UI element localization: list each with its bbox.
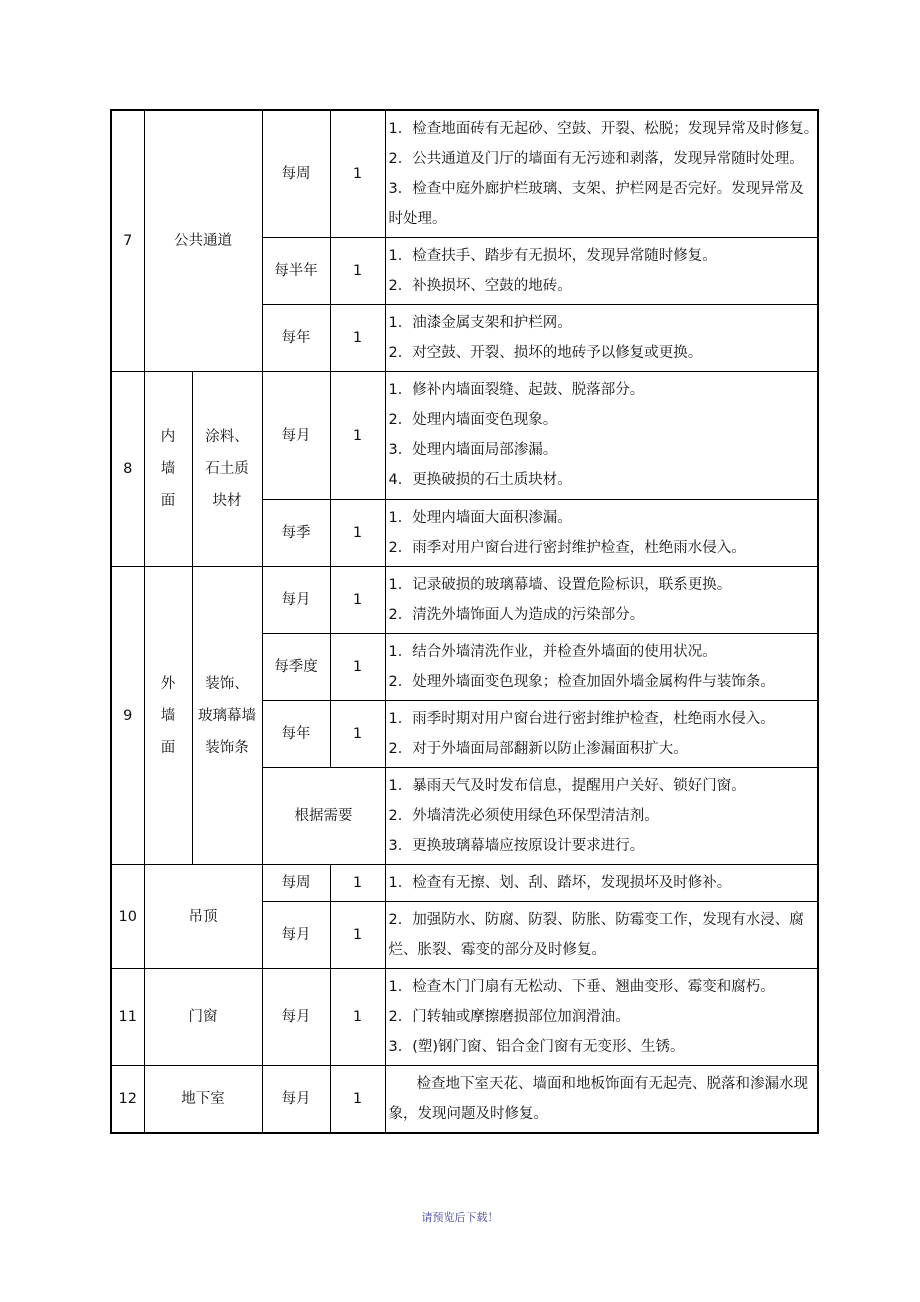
row-number: 8 (111, 372, 144, 567)
times-cell: 1 (330, 567, 385, 634)
task-list (385, 865, 818, 902)
task-item: 3．检查中庭外廊护栏玻璃、支架、护栏网是否完好。发现异常及时处理。 (388, 181, 804, 227)
area-cell (144, 567, 192, 865)
frequency-cell: 每月 (262, 372, 330, 500)
material-line: 涂料、 (205, 429, 249, 445)
row-number: 10 (111, 865, 144, 969)
table-row (111, 865, 818, 902)
times-cell: 1 (330, 1066, 385, 1134)
task-list (385, 305, 818, 372)
frequency-cell: 每周 (262, 865, 330, 902)
row-number: 11 (111, 969, 144, 1066)
frequency-cell: 每周 (262, 110, 330, 238)
task-item: 1．检查木门门扇有无松动、下垂、翘曲变形、霉变和腐朽。 (388, 979, 775, 995)
task-item: 1．油漆金属支架和护栏网。 (388, 315, 572, 331)
task-item: 2．门转轴或摩擦磨损部位加润滑油。 (388, 1009, 630, 1025)
times-cell: 1 (330, 305, 385, 372)
task-item: 2．对于外墙面局部翻新以防止渗漏面积扩大。 (388, 741, 688, 757)
frequency-cell: 每月 (262, 1066, 330, 1134)
times-cell: 1 (330, 865, 385, 902)
task-item: 1．检查有无擦、划、刮、踏坏，发现损坏及时修补。 (388, 875, 732, 891)
area-cell: 公共通道 (144, 110, 262, 372)
task-item: 1．结合外墙清洗作业，并检查外墙面的使用状况。 (388, 644, 717, 660)
area-cell (144, 372, 192, 567)
task-list (385, 1066, 818, 1134)
task-item: 4．更换破损的石土质块材。 (388, 472, 572, 488)
material-cell (192, 372, 262, 567)
area-cell: 地下室 (144, 1066, 262, 1134)
task-item: 3．更换玻璃幕墙应按原设计要求进行。 (388, 838, 645, 854)
row-number: 7 (111, 110, 144, 372)
task-list (385, 372, 818, 500)
task-item: 1．检查地面砖有无起砂、空鼓、开裂、松脱；发现异常及时修复。 (388, 121, 819, 137)
download-notice: 请预览后下载！ (421, 1211, 499, 1224)
frequency-cell: 每半年 (262, 238, 330, 305)
task-item: 2．雨季对用户窗台进行密封维护检查，杜绝雨水侵入。 (388, 540, 746, 556)
frequency-cell: 每月 (262, 567, 330, 634)
task-item: 1．暴雨天气及时发布信息，提醒用户关好、锁好门窗。 (388, 778, 746, 794)
table-row (111, 969, 818, 1066)
task-list (385, 969, 818, 1066)
task-item: 2．处理内墙面变色现象。 (388, 412, 558, 428)
area-cell: 门窗 (144, 969, 262, 1066)
task-item: 2．公共通道及门厅的墙面有无污迹和剥落，发现异常随时处理。 (388, 151, 804, 167)
times-cell: 1 (330, 238, 385, 305)
frequency-cell: 每月 (262, 969, 330, 1066)
table-row (111, 567, 818, 634)
material-line: 块材 (212, 493, 242, 509)
area-char: 墙 (160, 707, 176, 724)
task-item: 1．检查扶手、踏步有无损坏，发现异常随时修复。 (388, 248, 717, 264)
row-number: 9 (111, 567, 144, 865)
area-char: 面 (160, 493, 176, 509)
task-list (385, 110, 818, 238)
area-char: 面 (160, 739, 176, 756)
task-list (385, 634, 818, 701)
frequency-cell: 每年 (262, 701, 330, 768)
material-cell (192, 567, 262, 865)
area-char: 外 (160, 675, 176, 692)
material-line: 装饰条 (205, 739, 249, 756)
task-item: 2．处理外墙面变色现象；检查加固外墙金属构件与装饰条。 (388, 674, 775, 690)
task-item: 2．加强防水、防腐、防裂、防胀、防霉变工作，发现有水浸、腐烂、胀裂、霉变的部分及时修复。 (388, 912, 804, 958)
times-cell: 1 (330, 902, 385, 969)
task-item: 2．外墙清洗必须使用绿色环保型清洁剂。 (388, 808, 659, 824)
times-cell: 1 (330, 500, 385, 567)
table-row (111, 110, 818, 238)
table-row (111, 1066, 818, 1134)
task-list (385, 567, 818, 634)
task-list (385, 500, 818, 567)
task-item: 3．处理内墙面局部渗漏。 (388, 442, 558, 458)
task-item: 2．清洗外墙饰面人为造成的污染部分。 (388, 607, 645, 623)
area-char: 墙 (160, 461, 176, 477)
task-list (385, 768, 818, 865)
task-item: 检查地下室天花、墙面和地板饰面有无起壳、脱落和渗漏水现象，发现问题及时修复。 (388, 1076, 808, 1122)
task-item: 1．处理内墙面大面积渗漏。 (388, 510, 572, 526)
times-cell: 1 (330, 634, 385, 701)
times-cell: 1 (330, 701, 385, 768)
task-list (385, 701, 818, 768)
task-list (385, 902, 818, 969)
times-cell: 1 (330, 110, 385, 238)
task-item: 1．记录破损的玻璃幕墙、设置危险标识，联系更换。 (388, 577, 732, 593)
task-item: 3．(塑)钢门窗、铝合金门窗有无变形、生锈。 (388, 1039, 685, 1055)
frequency-cell: 根据需要 (262, 768, 385, 865)
area-cell: 吊顶 (144, 865, 262, 969)
material-line: 装饰、 (205, 675, 249, 692)
task-item: 2．补换损坏、空鼓的地砖。 (388, 278, 572, 294)
material-line: 石土质 (205, 461, 249, 477)
row-number: 12 (111, 1066, 144, 1134)
task-item: 2．对空鼓、开裂、损坏的地砖予以修复或更换。 (388, 345, 703, 361)
times-cell: 1 (330, 969, 385, 1066)
table-row (111, 372, 818, 500)
frequency-cell: 每年 (262, 305, 330, 372)
frequency-cell: 每季度 (262, 634, 330, 701)
times-cell: 1 (330, 372, 385, 500)
frequency-cell: 每季 (262, 500, 330, 567)
frequency-cell: 每月 (262, 902, 330, 969)
area-char: 内 (160, 429, 176, 445)
task-item: 1．雨季时期对用户窗台进行密封维护检查，杜绝雨水侵入。 (388, 711, 775, 727)
task-list (385, 238, 818, 305)
material-line: 玻璃幕墙 (198, 707, 256, 724)
maintenance-table (110, 109, 819, 1134)
task-item: 1．修补内墙面裂缝、起鼓、脱落部分。 (388, 382, 645, 398)
